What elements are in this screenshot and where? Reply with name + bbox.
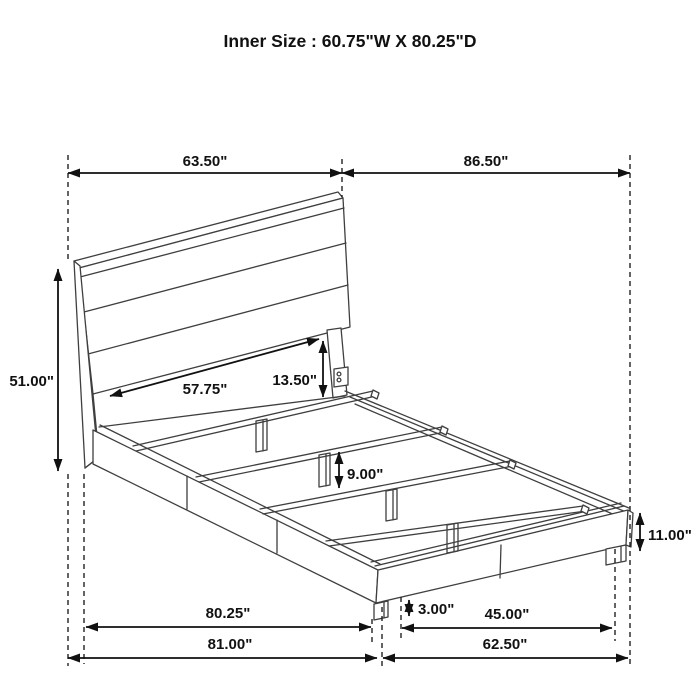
dimension-slat-leg-height — [339, 452, 383, 488]
dim-label-frame-height: 11.00" — [648, 527, 692, 544]
dimension-footboard-section-length — [383, 636, 628, 658]
page-title: Inner Size : 60.75"W X 80.25"D — [223, 31, 477, 51]
dimension-headboard-height — [9, 269, 58, 471]
foot-leg-near — [374, 601, 388, 620]
bed-drawing — [74, 192, 633, 620]
dim-label-headboard-height: 51.00" — [9, 373, 54, 390]
dim-label-footboard-inner-length: 45.00" — [484, 606, 530, 623]
dimension-inner-length — [86, 605, 371, 627]
dim-label-foot-leg-height: 3.00" — [418, 601, 455, 618]
dim-label-top-left: 63.50" — [182, 153, 228, 170]
dim-label-footboard-section-length: 62.50" — [482, 636, 528, 653]
dimension-foot-leg-height — [409, 600, 454, 618]
dim-label-top-right: 86.50" — [463, 153, 509, 170]
dimension-frame-height — [640, 513, 692, 551]
dim-label-headboard-inner-width: 57.75" — [182, 381, 228, 398]
dim-label-inner-length: 80.25" — [205, 605, 251, 622]
headboard — [74, 192, 350, 468]
bolt-bracket — [334, 367, 348, 387]
dim-label-overall-length: 81.00" — [207, 636, 253, 653]
dim-label-slat-leg-height: 9.00" — [347, 466, 384, 483]
dimension-overall-length — [68, 636, 377, 658]
foot-leg-right — [606, 545, 626, 565]
bed-frame — [93, 391, 633, 620]
dimension-frame-top-length — [342, 153, 630, 173]
dim-label-panel-to-rail: 13.50" — [272, 372, 317, 389]
dimension-headboard-top-width — [68, 153, 342, 173]
